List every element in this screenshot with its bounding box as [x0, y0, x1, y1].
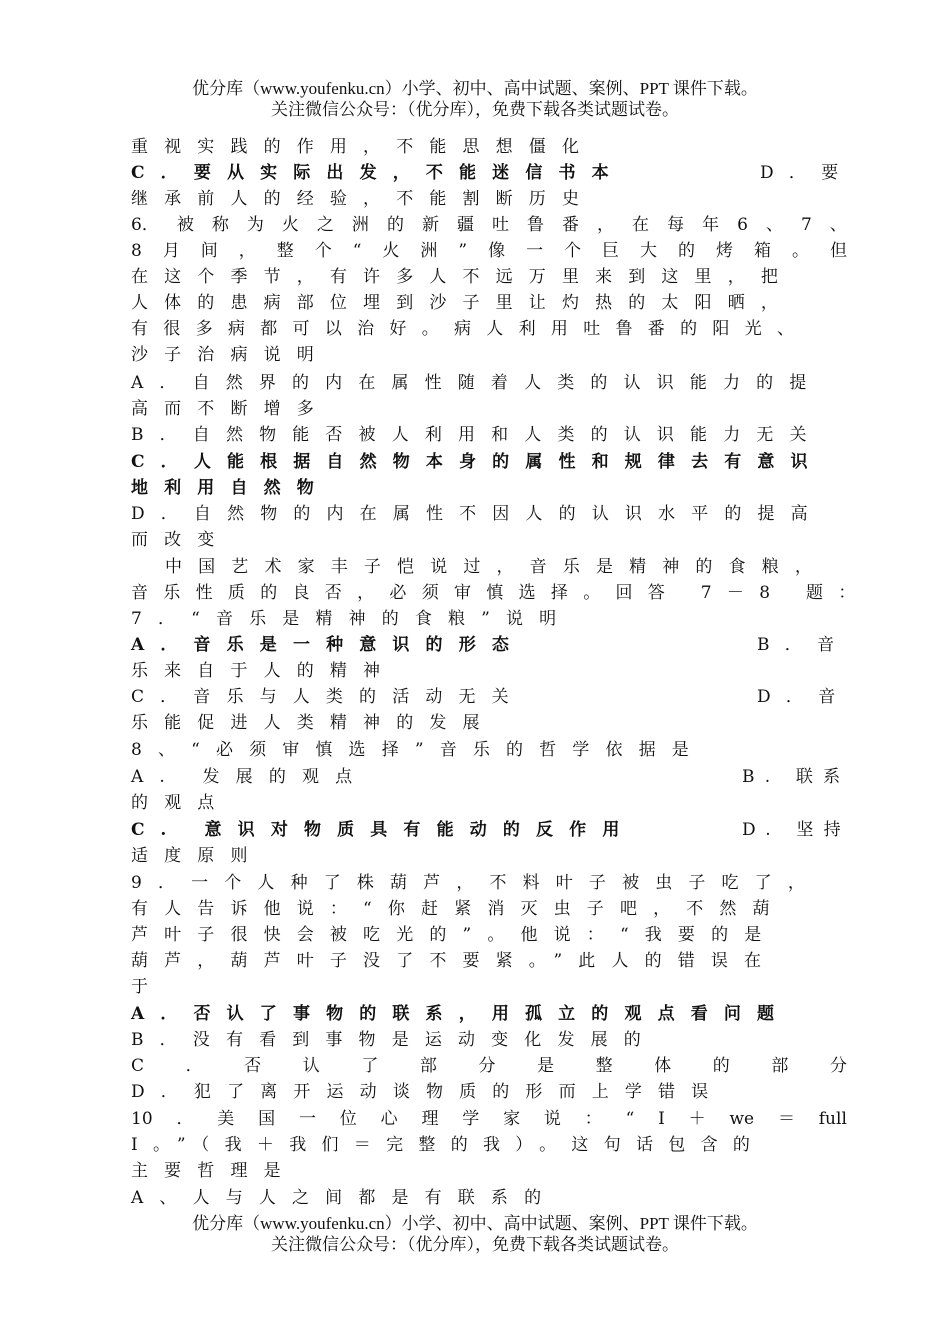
char: C — [131, 1056, 145, 1076]
text-line: 高而不断增多 — [131, 399, 330, 419]
char: 位 — [339, 1109, 357, 1129]
question-6-line-1 — [131, 214, 847, 236]
char: 之 — [316, 215, 334, 235]
char: 了 — [361, 1056, 379, 1076]
text-line: 中国艺术家丰子恺说过，音乐是精神的食粮， — [165, 557, 828, 577]
char: 分 — [829, 1056, 847, 1076]
char: 分 — [478, 1056, 496, 1076]
text-line: I。”（我＋我们＝完整的我）。这句话包含的 — [131, 1135, 766, 1155]
char: ， — [597, 215, 615, 235]
char: 火 — [382, 241, 400, 261]
char: ， — [238, 241, 256, 261]
option-c — [131, 1055, 847, 1077]
text-line: 适度原则 — [131, 846, 264, 866]
option-d: D．犯了离开运动谈物质的形而上学错误 — [131, 1082, 725, 1102]
char: I — [658, 1109, 665, 1129]
page-footer — [0, 1213, 950, 1255]
char: 个 — [314, 241, 332, 261]
char: 是 — [537, 1056, 555, 1076]
char: 称 — [211, 215, 229, 235]
option-b: B. 联系 — [742, 767, 851, 787]
char: 间 — [200, 241, 218, 261]
char: 年 — [702, 215, 720, 235]
char: ． — [185, 1056, 203, 1076]
char: “ — [625, 1109, 635, 1129]
char: ＋ — [688, 1109, 706, 1129]
text-line: 有很多病都可以治好。病人利用吐鲁番的阳光、 — [131, 319, 810, 339]
question-7: 7．“音乐是精神的食粮”说明 — [131, 609, 573, 629]
footer-line-2: 关注微信公众号：（优分库），免费下载各类试题试卷。 — [271, 1235, 679, 1254]
text-line: 而改变 — [131, 530, 231, 550]
option-a: A. 发展的观点 — [131, 767, 369, 787]
text-line: 乐来自于人的精神 — [131, 661, 397, 681]
char: 、 — [829, 215, 847, 235]
option-d: D．音 — [757, 687, 851, 707]
question-10-line-1 — [131, 1108, 847, 1130]
char: 7 — [800, 215, 812, 235]
char: 在 — [632, 215, 650, 235]
text-line: 有人告诉他说：“你赶紧消灭虫子吧，不然葫 — [131, 899, 786, 919]
option-d: D. 坚持 — [742, 820, 851, 840]
question-6-line-2 — [131, 240, 847, 262]
char: 8 — [131, 241, 142, 261]
header-line-1: 优分库（www.youfenku.cn）小学、初中、高中试题、案例、PPT 课件下载。 — [192, 79, 758, 98]
char: 否 — [244, 1056, 262, 1076]
text-line: 重视实践的作用，不能思想僵化 — [131, 137, 596, 157]
option-c: C．音乐与人类的活动无关 — [131, 687, 525, 707]
text-line: 地利用自然物 — [131, 478, 330, 498]
text-line: 的观点 — [131, 793, 231, 813]
option-d: D．自然物的内在属性不因人的认识水平的提高 — [131, 504, 824, 524]
option-c: C. 意识对物质具有能动的反作用 — [131, 820, 636, 840]
footer-line-1: 优分库（www.youfenku.cn）小学、初中、高中试题、案例、PPT 课件下载。 — [192, 1214, 758, 1233]
text-line: 于 — [131, 977, 165, 997]
char: 理 — [421, 1109, 439, 1129]
char: 、 — [765, 215, 783, 235]
char: ． — [176, 1109, 194, 1129]
char: 认 — [302, 1056, 320, 1076]
char: 6 — [737, 215, 748, 235]
char: 的 — [678, 241, 695, 261]
char: 部 — [419, 1056, 437, 1076]
char: 疆 — [456, 215, 474, 235]
option-b: B．没有看到事物是运动变化发展的 — [131, 1030, 657, 1050]
option-c: C．要从实际出发，不能迷信书本 — [131, 163, 625, 183]
char: 整 — [595, 1056, 613, 1076]
char: 洲 — [351, 215, 369, 235]
char: 学 — [462, 1109, 480, 1129]
char: 每 — [667, 215, 685, 235]
char: “ — [352, 241, 362, 261]
text-line: 音乐性质的良否，必须审慎选择。回答 7－8 题： — [131, 583, 871, 603]
char: 一 — [526, 241, 544, 261]
char: 箱 — [753, 241, 771, 261]
char: 火 — [281, 215, 299, 235]
char: 。 — [791, 241, 809, 261]
option-d: D．要 — [760, 163, 854, 183]
char: 洲 — [420, 241, 438, 261]
char: full — [818, 1109, 847, 1129]
char: 体 — [654, 1056, 672, 1076]
option-a: A、人与人之间都是有联系的 — [131, 1188, 558, 1208]
char: we — [729, 1109, 755, 1129]
char: 心 — [380, 1109, 398, 1129]
text-line: 芦叶子很快会被吃光的”。他说：“我要的是 — [131, 925, 778, 945]
char: 烤 — [715, 241, 733, 261]
char: 整 — [276, 241, 294, 261]
char: 部 — [771, 1056, 789, 1076]
char: 被 — [176, 215, 194, 235]
char: ： — [584, 1109, 602, 1129]
char: 家 — [503, 1109, 521, 1129]
option-c: C．人能根据自然物本身的属性和规律去有意识 — [131, 452, 824, 472]
char: 新 — [421, 215, 439, 235]
option-a: A．否认了事物的联系，用孤立的观点看问题 — [131, 1004, 791, 1024]
char: 像 — [488, 241, 506, 261]
text-line: 沙子治病说明 — [131, 345, 330, 365]
option-a: A．音乐是一种意识的形态 — [131, 635, 525, 655]
char: 6． — [131, 215, 159, 235]
char: 的 — [386, 215, 404, 235]
char: 但 — [829, 241, 847, 261]
char: ” — [458, 241, 468, 261]
char: 大 — [640, 241, 658, 261]
char: 鲁 — [527, 215, 544, 235]
char: 一 — [298, 1109, 316, 1129]
char: 国 — [258, 1109, 276, 1129]
char: 说 — [543, 1109, 561, 1129]
char: 巨 — [602, 241, 620, 261]
text-line: 乐能促进人类精神的发展 — [131, 713, 496, 733]
char: ＝ — [777, 1109, 795, 1129]
page-header — [0, 78, 950, 120]
text-line: 继承前人的经验，不能割断历史 — [131, 189, 596, 209]
option-b: B．自然物能否被人利用和人类的认识能力无关 — [131, 425, 823, 445]
question-8: 8、“必须审慎选择”音乐的哲学依据是 — [131, 740, 705, 760]
char: 美 — [217, 1109, 235, 1129]
question-9: 9．一个人种了株葫芦，不料叶子被虫子吃了， — [131, 873, 821, 893]
char: 月 — [162, 241, 180, 261]
char: 10 — [131, 1109, 153, 1129]
option-b: B．音 — [757, 635, 850, 655]
char: 的 — [712, 1056, 730, 1076]
text-line: 葫芦，葫芦叶子没了不要紧。”此人的错误在 — [131, 951, 778, 971]
char: 个 — [564, 241, 582, 261]
text-line: 人体的患病部位埋到沙子里让灼热的太阳晒， — [131, 293, 794, 313]
char: 为 — [246, 215, 264, 235]
option-a: A．自然界的内在属性随着人类的认识能力的提 — [131, 373, 823, 393]
header-line-2: 关注微信公众号：（优分库），免费下载各类试题试卷。 — [271, 100, 679, 119]
text-line: 主要哲理是 — [131, 1161, 297, 1181]
char: 吐 — [491, 215, 509, 235]
char: 番 — [562, 215, 580, 235]
text-line: 在这个季节，有许多人不远万里来到这里，把 — [131, 267, 794, 287]
